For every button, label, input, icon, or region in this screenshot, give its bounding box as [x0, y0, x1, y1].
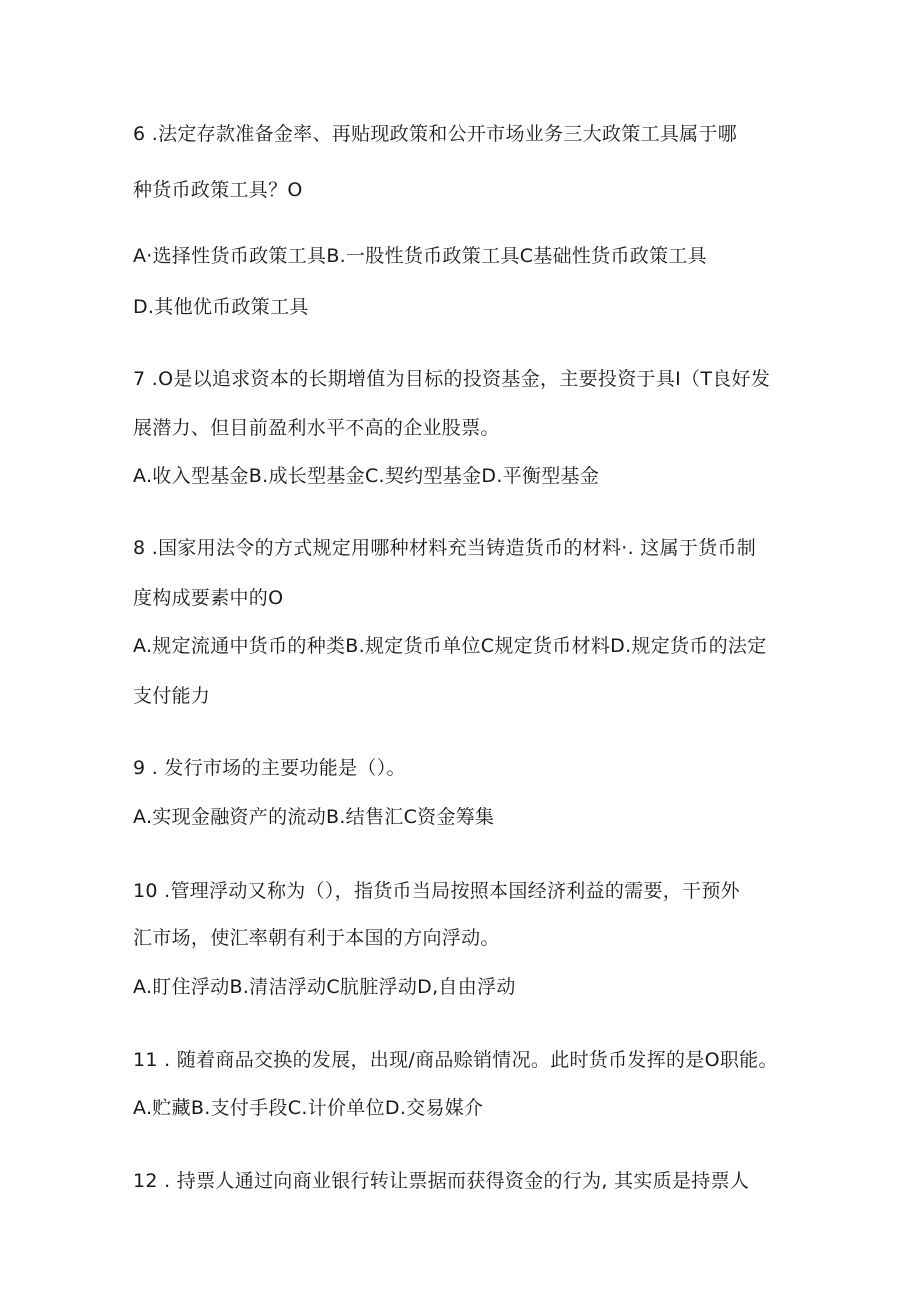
question-7-text-line-2: 展潜力、但目前盈利水平不高的企业股票。 — [133, 417, 500, 439]
question-7-option-line-1: A.收入型基金B.成长型基金C.契约型基金D.平衡型基金 — [133, 465, 600, 487]
question-8-text-line-1: 8 .国家用法令的方式规定用哪种材料充当铸造货币的材料·. 这属于货币制 — [133, 537, 757, 559]
question-11-option-line-1: A.贮藏B.支付手段C.计价单位D.交易媒介 — [133, 1097, 484, 1119]
question-9-option-line-1: A.实现金融资产的流动B.结售汇C资金筹集 — [133, 806, 495, 828]
question-12-text-line-1: 12 . 持票人通过向商业银行转让票据而获得资金的行为, 其实质是持票人 — [133, 1170, 750, 1192]
question-6-option-line-2: D.其他优币政策工具 — [133, 296, 309, 318]
question-6-text-line-1: 6 .法定存款准备金率、再贴现政策和公开市场业务三大政策工具属于哪 — [133, 123, 738, 145]
question-7-text-line-1: 7 .O是以追求资本的长期增值为目标的投资基金，主要投资于具I（T良好发 — [133, 368, 771, 390]
question-10-text-line-2: 汇市场，使汇率朝有利于本国的方向浮动。 — [133, 927, 500, 949]
question-10-text-line-1: 10 .管理浮动又称为（），指货币当局按照本国经济利益的需要，干预外 — [133, 880, 740, 902]
question-6-option-line-1: A·选择性货币政策工具B.一股性货币政策工具C基础性货币政策工具 — [133, 245, 707, 267]
question-9-text-line-1: 9 . 发行市场的主要功能是（）。 — [133, 757, 406, 779]
question-10-option-line-1: A.盯住浮动B.清洁浮动C肮脏浮动D,自由浮动 — [133, 976, 516, 998]
question-11-text-line-1: 11 . 随着商品交换的发展，出现/商品赊销情况。此时货币发挥的是O职能。 — [133, 1049, 778, 1071]
question-6-text-line-2: 种货币政策工具？O — [133, 179, 303, 201]
question-8-text-line-2: 度构成要素中的O — [133, 587, 284, 609]
question-8-option-line-1: A.规定流通中货币的种类B.规定货币单位C规定货币材料D.规定货币的法定 — [133, 635, 767, 657]
question-8-option-line-2: 支付能力 — [133, 685, 211, 707]
